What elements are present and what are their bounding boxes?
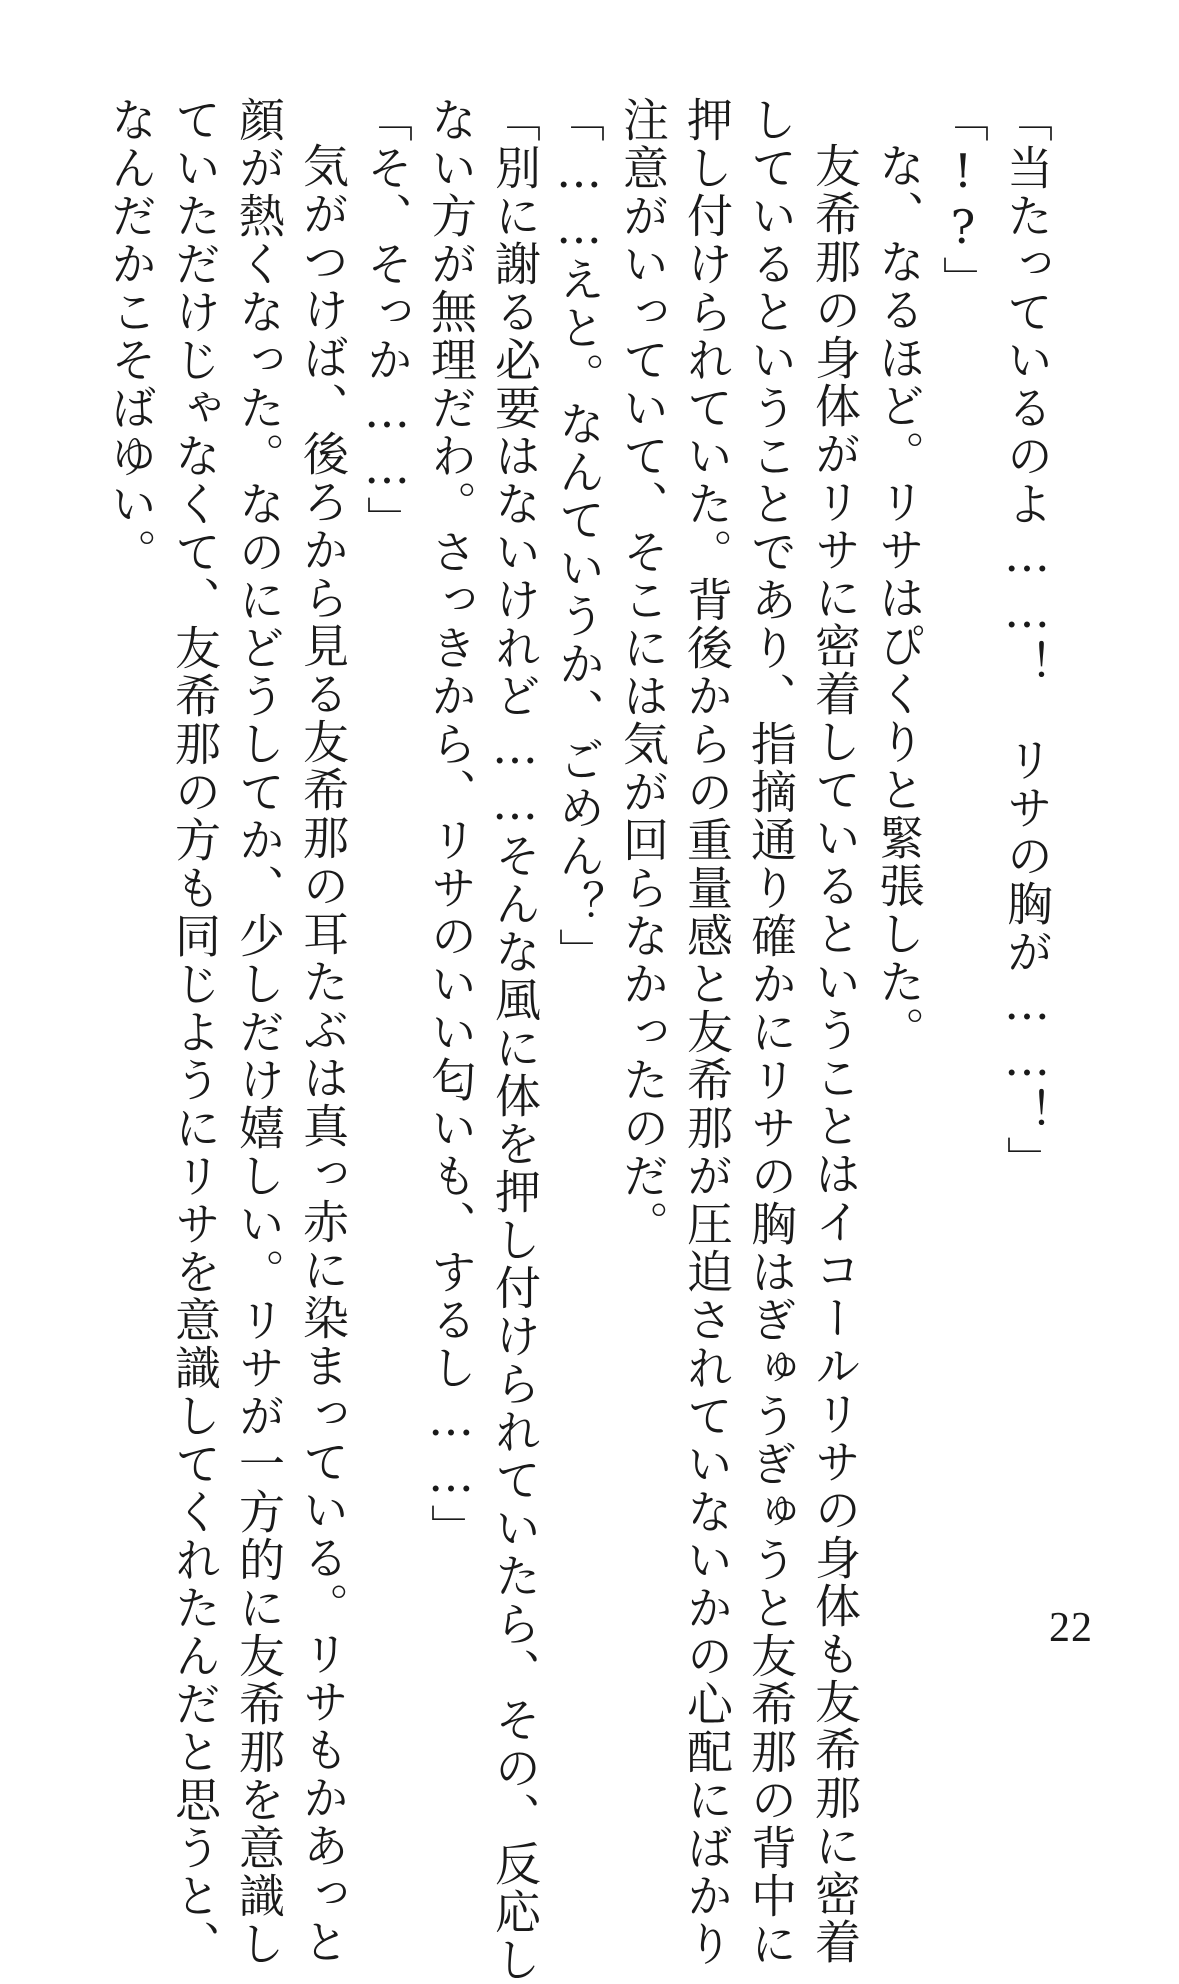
text-line: 気がつけば、後ろから見る友希那の耳たぶは真っ赤に染まっている。リサもかあっと: [296, 142, 350, 1966]
text-line: 「当たっているのよ……！ リサの胸が……！」: [1000, 96, 1054, 1184]
text-line: 顔が熱くなった。なのにどうしてか、少しだけ嬉しい。リサが一方的に友希那を意識し: [232, 96, 286, 1968]
page-number: 22: [1049, 1605, 1093, 1651]
text-line: 「……えと。なんていうか、ごめん？」: [552, 96, 606, 976]
vertical-text-block: [99, 96, 1059, 1984]
text-line: 友希那の身体がリサに密着しているということはイコールリサの身体も友希那に密着: [808, 142, 862, 1966]
text-line: 「!?」: [936, 96, 990, 304]
text-line: 注意がいっていて、そこには気が回らなかったのだ。: [616, 96, 670, 1248]
text-line: しているということであり、指摘通り確かにリサの胸はぎゅうぎゅうと友希那の背中に: [744, 96, 798, 1968]
text-line: ていただけじゃなくて、友希那の方も同じようにリサを意識してくれたんだと思うと、: [168, 96, 222, 1968]
text-line: なんだかこそばゆい。: [104, 96, 158, 576]
text-line: な、なるほど。リサはぴくりと緊張した。: [872, 142, 926, 1054]
text-line: ない方が無理だわ。さっきから、リサのいい匂いも、するし……」: [424, 96, 478, 1552]
text-line: 押し付けられていた。背後からの重量感と友希那が圧迫されていないかの心配にばかり: [680, 96, 734, 1968]
text-line: 「別に謝る必要はないけれど……そんな風に体を押し付けられていたら、その、反応し: [488, 96, 542, 1984]
text-line: 「そ、そっか……」: [360, 96, 414, 544]
